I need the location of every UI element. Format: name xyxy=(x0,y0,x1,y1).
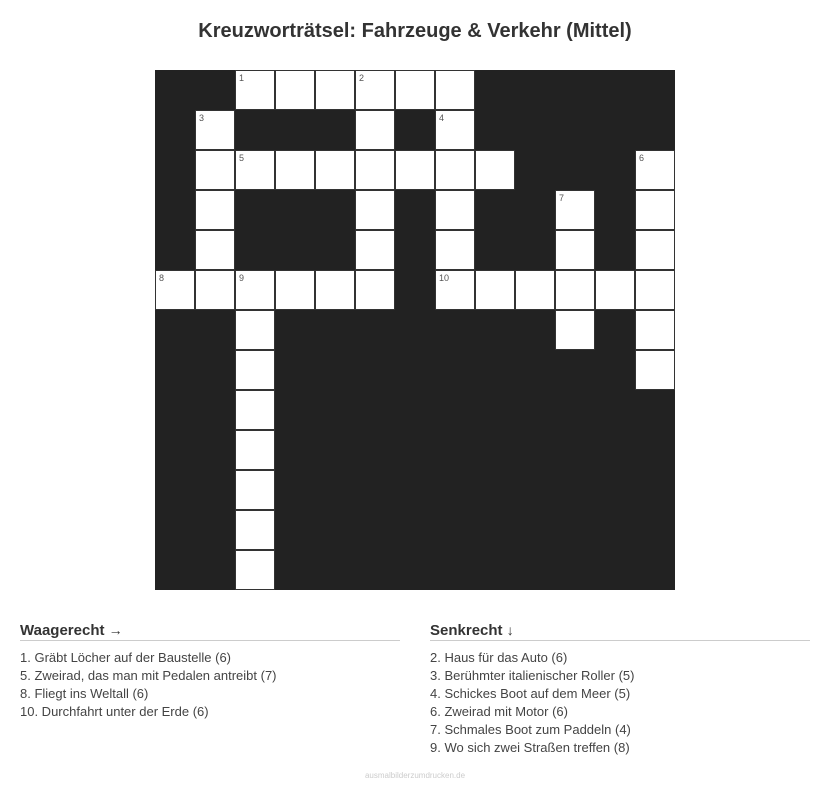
grid-cell[interactable] xyxy=(475,270,515,310)
grid-cell[interactable] xyxy=(355,270,395,310)
clue-number: 6 xyxy=(639,153,645,163)
clue-number: 5 xyxy=(239,153,245,163)
clue-number: 2 xyxy=(359,73,365,83)
clue-number: 7 xyxy=(559,193,565,203)
grid-cell[interactable] xyxy=(155,270,195,310)
grid-cell[interactable] xyxy=(315,70,355,110)
grid-cell[interactable] xyxy=(555,190,595,230)
down-clue: 7. Schmales Boot zum Paddeln (4) xyxy=(430,722,631,737)
grid-cell[interactable] xyxy=(275,70,315,110)
grid-cell[interactable] xyxy=(235,350,275,390)
grid-cell[interactable] xyxy=(235,310,275,350)
grid-cell[interactable] xyxy=(355,110,395,150)
grid-cell[interactable] xyxy=(555,230,595,270)
grid-cell[interactable] xyxy=(635,310,675,350)
grid-cell[interactable] xyxy=(635,190,675,230)
grid-cell[interactable] xyxy=(635,350,675,390)
grid-cell[interactable] xyxy=(195,150,235,190)
grid-cell[interactable] xyxy=(635,150,675,190)
grid-cell[interactable] xyxy=(435,110,475,150)
grid-cell[interactable] xyxy=(475,150,515,190)
across-clues xyxy=(20,622,400,721)
down-clue: 4. Schickes Boot auf dem Meer (5) xyxy=(430,686,631,701)
down-clue: 3. Berühmter italienischer Roller (5) xyxy=(430,668,635,683)
across-clue: 5. Zweirad, das man mit Pedalen antreibt (7) xyxy=(20,668,277,683)
grid-cell[interactable] xyxy=(635,270,675,310)
arrow-right-icon: → xyxy=(108,622,123,638)
grid-cell[interactable] xyxy=(235,550,275,590)
grid-cell[interactable] xyxy=(235,150,275,190)
grid-cell[interactable] xyxy=(395,150,435,190)
down-heading xyxy=(430,622,810,641)
grid-cell[interactable] xyxy=(275,150,315,190)
down-clue: 6. Zweirad mit Motor (6) xyxy=(430,704,568,719)
clue-number: 1 xyxy=(239,73,245,83)
clue-number: 4 xyxy=(439,113,445,123)
grid-cell[interactable] xyxy=(315,270,355,310)
grid-cell[interactable] xyxy=(355,70,395,110)
arrow-down-icon: ↓ xyxy=(506,622,514,638)
grid-cell[interactable] xyxy=(235,390,275,430)
grid-cell[interactable] xyxy=(555,310,595,350)
clue-number: 3 xyxy=(199,113,205,123)
across-heading-label: Waagerecht xyxy=(20,622,105,639)
grid-cell[interactable] xyxy=(235,270,275,310)
down-heading-label: Senkrecht xyxy=(430,622,503,639)
across-clue: 1. Gräbt Löcher auf der Baustelle (6) xyxy=(20,650,232,665)
grid-cell[interactable] xyxy=(355,150,395,190)
down-clue: 9. Wo sich zwei Straßen treffen (8) xyxy=(430,740,630,755)
grid-cell[interactable] xyxy=(435,150,475,190)
grid-cell[interactable] xyxy=(235,70,275,110)
grid-cell[interactable] xyxy=(555,270,595,310)
grid-cell[interactable] xyxy=(355,230,395,270)
grid-cell[interactable] xyxy=(195,230,235,270)
grid-cell[interactable] xyxy=(595,270,635,310)
clue-number: 10 xyxy=(439,273,450,283)
footer-credit: ausmalbilderzumdrucken.de xyxy=(364,771,466,780)
grid-cell[interactable] xyxy=(235,470,275,510)
grid-cell[interactable] xyxy=(435,270,475,310)
grid-cell[interactable] xyxy=(275,270,315,310)
down-clues xyxy=(430,622,810,757)
grid-cell[interactable] xyxy=(515,270,555,310)
grid-cell[interactable] xyxy=(235,510,275,550)
across-heading xyxy=(20,622,400,641)
grid-cell[interactable] xyxy=(195,190,235,230)
grid-cell[interactable] xyxy=(315,150,355,190)
across-clue: 8. Fliegt ins Weltall (6) xyxy=(20,686,149,701)
across-clue-list xyxy=(20,649,400,721)
grid-cell[interactable] xyxy=(195,110,235,150)
grid-cell[interactable] xyxy=(235,430,275,470)
across-clue: 10. Durchfahrt unter der Erde (6) xyxy=(20,704,209,719)
crossword-grid xyxy=(155,70,675,590)
down-clue: 2. Haus für das Auto (6) xyxy=(430,650,568,665)
grid-cell[interactable] xyxy=(635,230,675,270)
clue-number: 9 xyxy=(239,273,245,283)
grid-cell[interactable] xyxy=(435,70,475,110)
grid-cell[interactable] xyxy=(355,190,395,230)
puzzle-title: Kreuzworträtsel: Fahrzeuge & Verkehr (Mittel) xyxy=(198,20,632,42)
grid-cell[interactable] xyxy=(435,190,475,230)
down-clue-list xyxy=(430,649,810,757)
grid-cell[interactable] xyxy=(435,230,475,270)
clue-number: 8 xyxy=(159,273,165,283)
grid-cell[interactable] xyxy=(195,270,235,310)
grid-cell[interactable] xyxy=(395,70,435,110)
